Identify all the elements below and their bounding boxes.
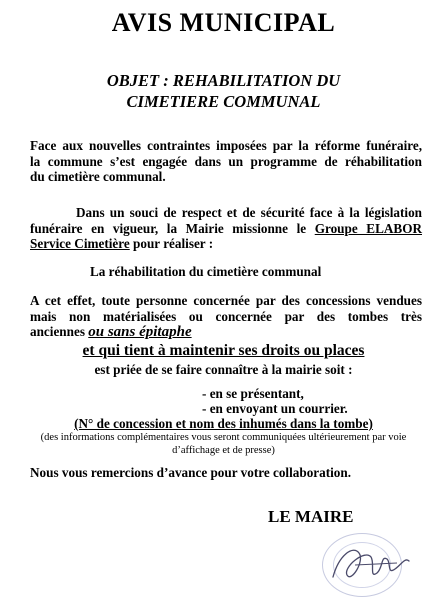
concerned-paragraph [30,293,422,341]
additional-info-note [0,432,447,457]
epitaph-emphasis: ou sans épitaphe [88,324,192,340]
mission-paragraph [30,205,422,252]
required-info-note: (N° de concession et nom des inhumés dans la tombe) [74,416,373,431]
intro-paragraph [30,138,422,185]
request-line: est priée de se faire connaître à la mairie soit : [94,362,353,377]
rights-emphasis: et qui tient à maintenir ses droits ou places [82,342,365,359]
mayor-signature [325,535,415,595]
mission-line-2-text: funéraire en vigueur, la Mairie missionne le [30,220,315,236]
intro-line-1: Face aux nouvelles contraintes imposées par la réforme funéraire, [30,138,422,153]
service-name: Service Cimetière [30,236,130,251]
task-line: La réhabilitation du cimetière communal [90,264,322,279]
concerned-line-1: A cet effet, toute personne concernée par des concessions vendues [30,293,422,308]
mission-line-2 [30,221,422,237]
thanks-line: Nous vous remercions d’avance pour votre collaboration. [30,465,352,480]
intro-line-2: la commune s’est engagée dans un programme de réhabilitation [30,153,422,169]
concerned-line-2: mais non matérialisées ou concernée par des tombes très [30,308,422,324]
mission-line-3-text: pour réaliser : [129,236,214,251]
mission-line-3 [30,236,213,251]
mission-line-1: Dans un souci de respect et de sécurité face à la législation [76,205,422,220]
additional-info-line-2: d’affichage et de presse) [172,444,275,456]
concerned-line-3-text: anciennes [30,324,89,339]
option-mail: - en envoyant un courrier. [202,401,348,416]
subject-line-2: CIMETIERE COMMUNAL [126,92,321,111]
subject-line-1: OBJET : REHABILITATION DU [106,71,341,90]
company-name: Groupe ELABOR [314,220,422,236]
additional-info-line-1: (des informations complémentaires vous seront communiquées ultérieurement par voie [40,432,407,443]
concerned-line-3 [30,324,192,339]
option-visit: - en se présentant, [202,386,304,401]
signatory: LE MAIRE [268,507,354,526]
intro-line-3: du cimetière communal. [30,169,166,184]
notice-title: AVIS MUNICIPAL [111,8,336,37]
